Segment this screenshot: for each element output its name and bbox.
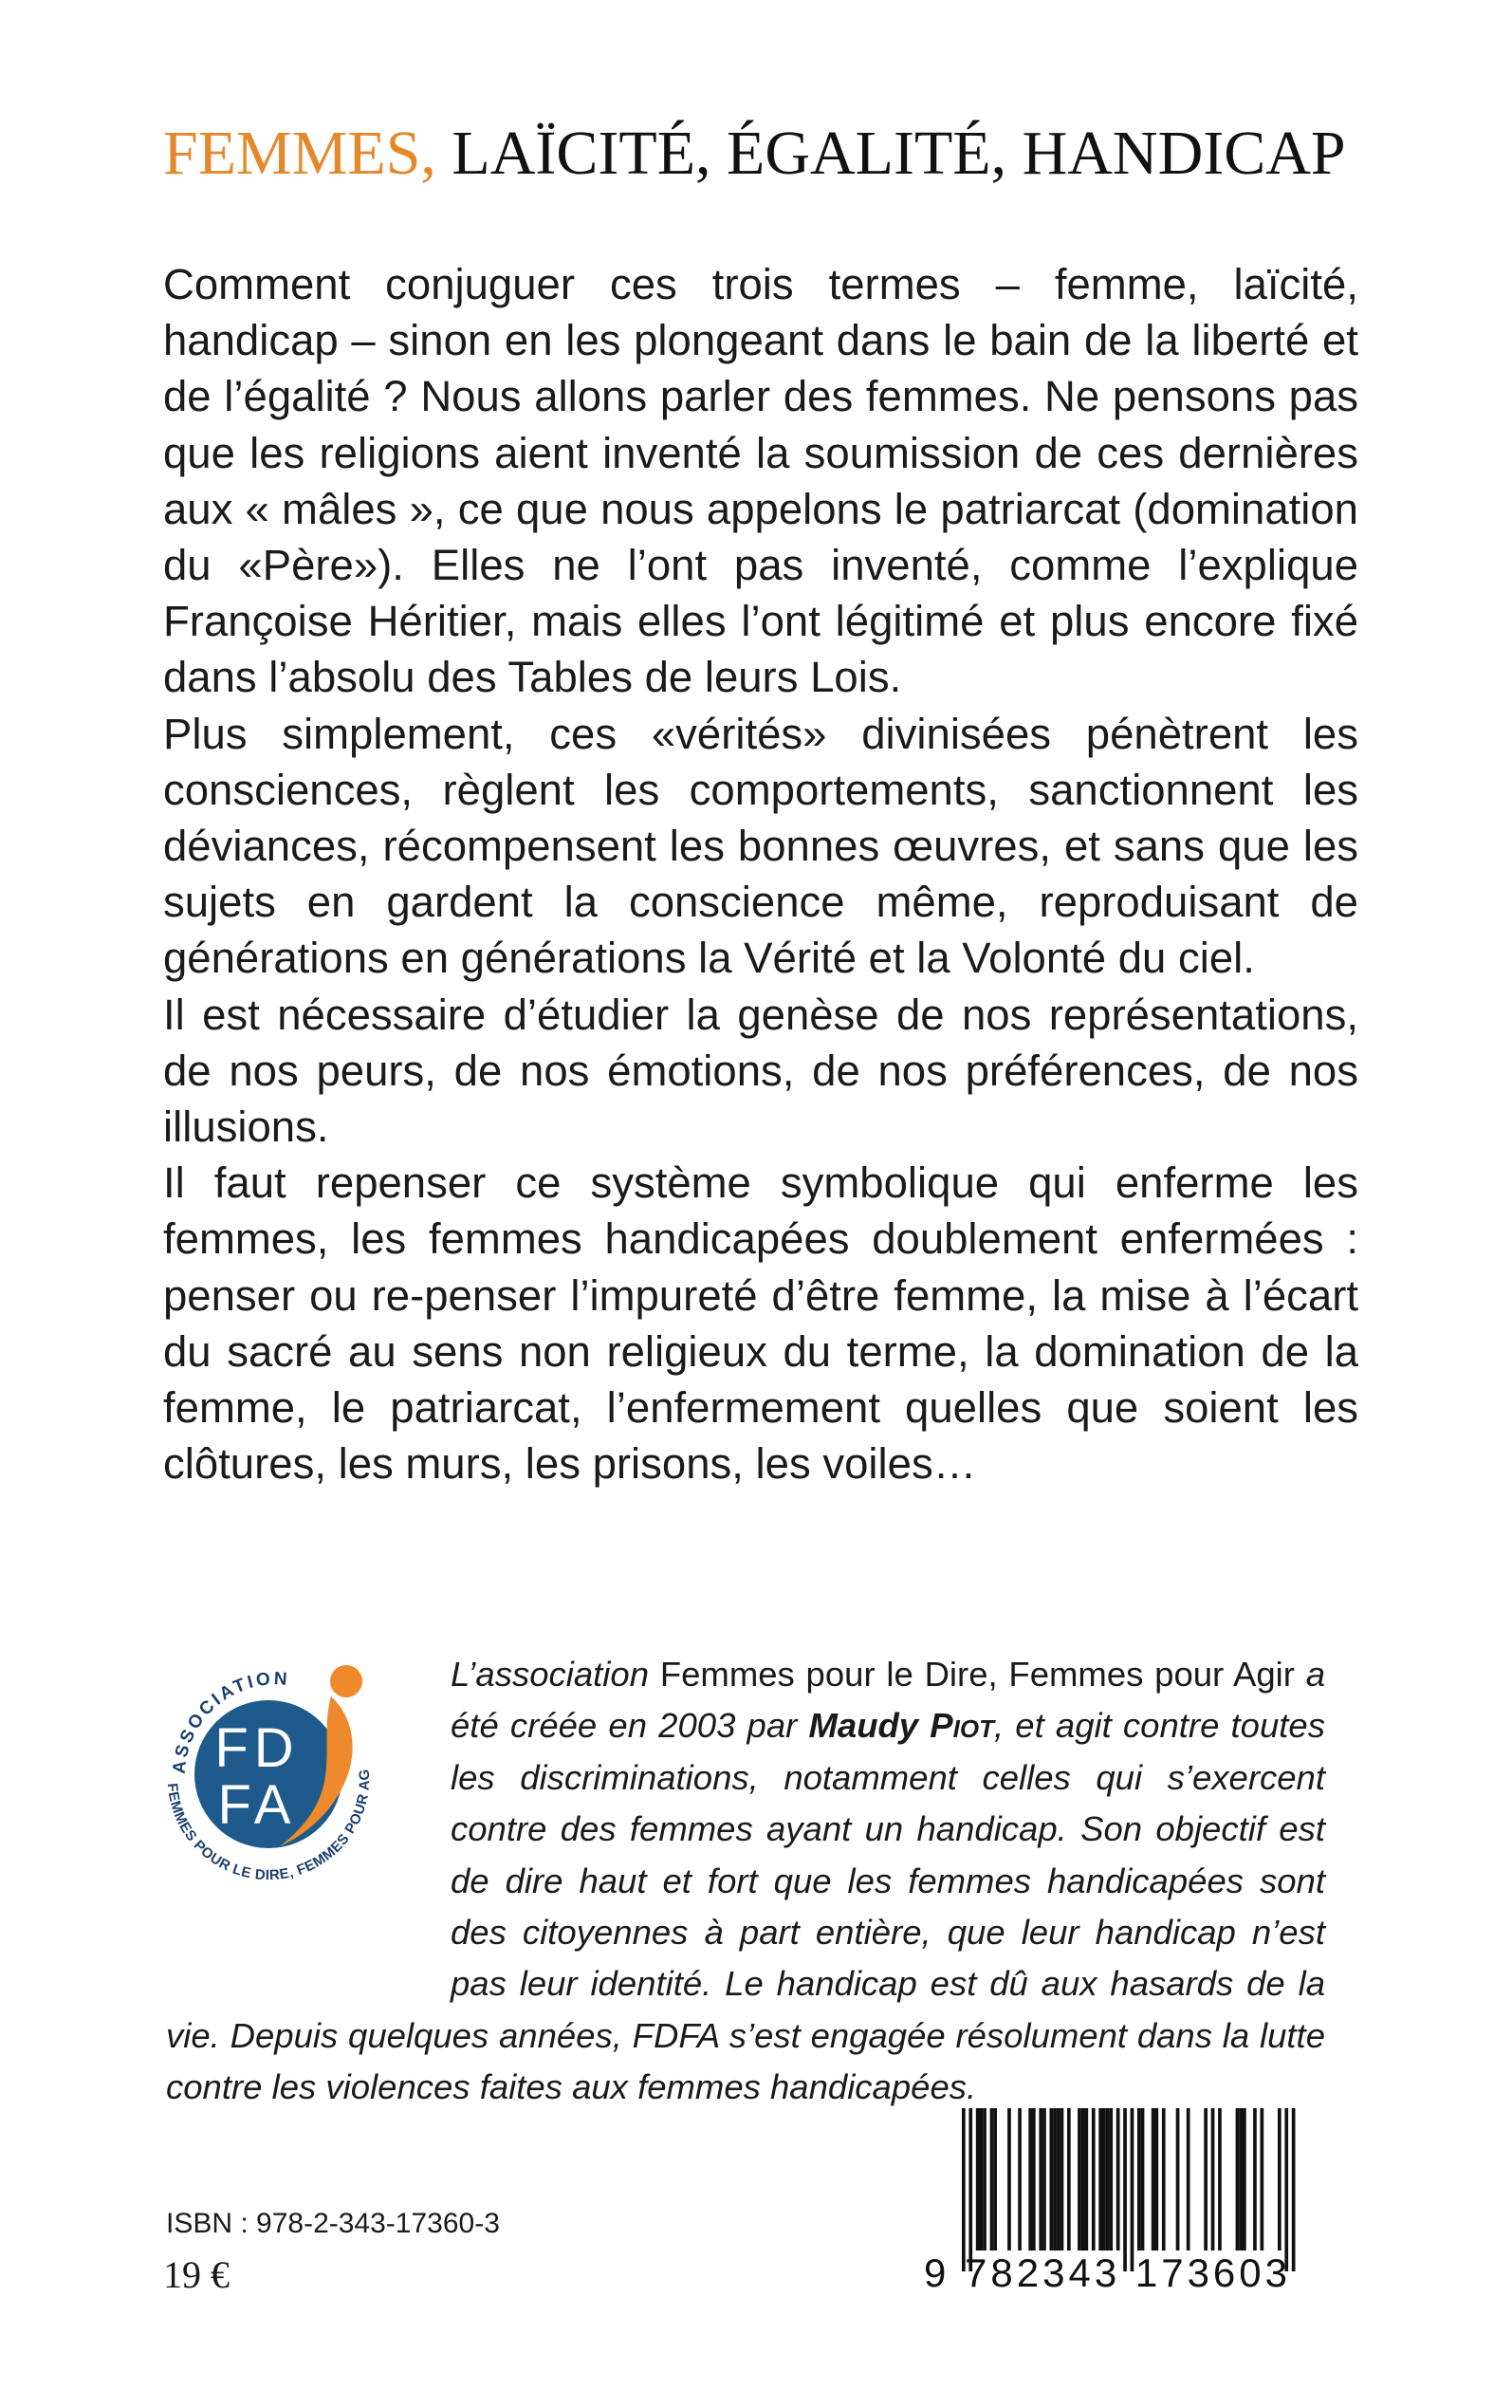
fdfa-logo <box>136 1632 396 1893</box>
barcode-bar <box>1243 2108 1246 2251</box>
barcode-bar <box>990 2108 994 2251</box>
barcode-bar <box>1098 2108 1102 2251</box>
association-prefix: L’association <box>451 1655 650 1694</box>
association-name: Femmes pour le Dire, Femmes pour Agir <box>659 1655 1295 1694</box>
blurb-paragraph: Il faut repenser ce système symbolique qui enferme les femmes, les femmes handicapées doublement enfermées : penser ou re-penser l’impureté d’être femme, la mise à l’écart du sacré au sens non religieux du terme, la domination de la femme, le patriarcat, l’enfermement quelles que soient les clôtures, les murs, les prisons, les voiles… <box>163 1158 1358 1489</box>
barcode-bar <box>1078 2108 1081 2251</box>
barcode-bar <box>1162 2108 1166 2251</box>
barcode-bar <box>1116 2108 1120 2251</box>
fdfa-logo-graphic <box>136 1632 396 1893</box>
barcode-bar <box>1109 2108 1113 2251</box>
barcode-bar <box>1239 2108 1243 2251</box>
blurb-paragraph: Il est nécessaire d’étudier la genèse de nos représentations, de nos peurs, de nos émotions, de nos préférences, de nos illusions. <box>163 990 1358 1152</box>
barcode-bar <box>1053 2108 1057 2251</box>
barcode-bar <box>1042 2108 1046 2251</box>
barcode-bar <box>1007 2108 1011 2251</box>
barcode-bar <box>1106 2108 1110 2251</box>
barcode-bar <box>1253 2108 1257 2251</box>
book-title-accent: FEMMES, <box>163 119 436 188</box>
barcode-bar <box>1131 2108 1134 2271</box>
price: 19 € <box>163 2253 230 2296</box>
barcode-bar <box>1092 2108 1096 2251</box>
barcode-bar <box>1028 2108 1032 2251</box>
blurb-paragraph: Plus simplement, ces «vérités» divinisées pénètrent les consciences, règlent les comportements, sanctionnent les déviances, récompensent les bonnes œuvres, et sans que les sujets en gardent la conscience même, reproduisant de générations en générations la Vérité et la Volonté du ciel. <box>163 709 1358 983</box>
barcode-bar <box>1176 2108 1180 2251</box>
barcode-bar <box>1137 2108 1141 2251</box>
barcode-bar <box>1155 2108 1159 2251</box>
barcode-digits: 9 782343 173603 <box>924 2251 1291 2295</box>
barcode-bar <box>1187 2108 1190 2251</box>
barcode-bar <box>1032 2108 1036 2251</box>
barcode-bar <box>976 2108 980 2251</box>
barcode-bar <box>1152 2108 1155 2251</box>
logo-letters-fd: FD <box>214 1717 300 1779</box>
blurb-paragraph: Comment conjuguer ces trois termes – femme, laïcité, handicap – sinon en les plongeant dans le bain de la liberté et de l’égalité ? Nous allons parler des femmes. Ne pensons pas que les religions aient inventé la soumission de ces dernières aux « mâles », ce que nous appelons le patriarcat (domination du «Père»). Elles ne l’ont pas inventé, comme l’explique Françoise Héritier, mais elles l’ont légitimé et plus encore fixé dans l’absolu des Tables de leurs Lois. <box>163 260 1358 702</box>
barcode-bar <box>962 2108 966 2271</box>
association-created: a été créée en 2003 par <box>451 1655 1325 1746</box>
book-title <box>163 116 1358 192</box>
barcode-bar <box>1292 2108 1296 2271</box>
barcode-bar <box>1050 2108 1054 2251</box>
barcode-bar <box>1057 2108 1060 2251</box>
barcode-bar <box>1284 2108 1288 2271</box>
barcode-bar <box>1060 2108 1064 2251</box>
barcode-bar <box>993 2108 997 2251</box>
barcode-bar <box>1261 2108 1264 2251</box>
founder-last-name: Piot <box>930 1706 994 1746</box>
barcode-bar <box>1039 2108 1042 2251</box>
association-text: , et agit contre toutes les discriminations, notamment celles qui s’exercent contre des femmes ayant un handicap. Son objectif est de dire haut et fort que les femmes handicapées sont des citoyennes à part entière, que leur handicap n’est pas leur identité. Le handicap est dû aux hasards de la vie. Depuis quelques années, FDFA s’est engagée résolument dans la lutte contre les violences faites aux femmes handicapées. <box>166 1706 1325 2107</box>
barcode <box>924 2108 1324 2307</box>
barcode-bar <box>1085 2108 1089 2251</box>
barcode-bar <box>980 2108 984 2251</box>
logo-top-text: ASSOCIATION <box>169 1668 291 1775</box>
logo-letters-fa: FA <box>217 1774 297 1836</box>
barcode-bar <box>1236 2108 1240 2251</box>
barcode-bar <box>1211 2108 1215 2251</box>
barcode-bar <box>1218 2108 1222 2251</box>
barcode-bar <box>983 2108 986 2251</box>
barcode-bar <box>1018 2108 1022 2251</box>
isbn-number: ISBN : 978-2-343-17360-3 <box>166 2208 500 2239</box>
blurb <box>163 256 1358 1491</box>
barcode-bar <box>968 2108 972 2271</box>
barcode-bar <box>1123 2108 1127 2271</box>
book-title-rest: LAÏCITÉ, ÉGALITÉ, HANDICAP <box>452 119 1346 188</box>
barcode-bar <box>1081 2108 1085 2251</box>
barcode-bar <box>1067 2108 1071 2251</box>
barcode-bar <box>1102 2108 1106 2251</box>
barcode-bar <box>1204 2108 1208 2251</box>
barcode-bar <box>1278 2108 1282 2251</box>
barcode-bar <box>1141 2108 1145 2251</box>
logo-bottom-text: FEMMES POUR LE DIRE, FEMMES POUR AG <box>163 1768 374 1884</box>
founder-first-name: Maudy <box>808 1706 919 1746</box>
